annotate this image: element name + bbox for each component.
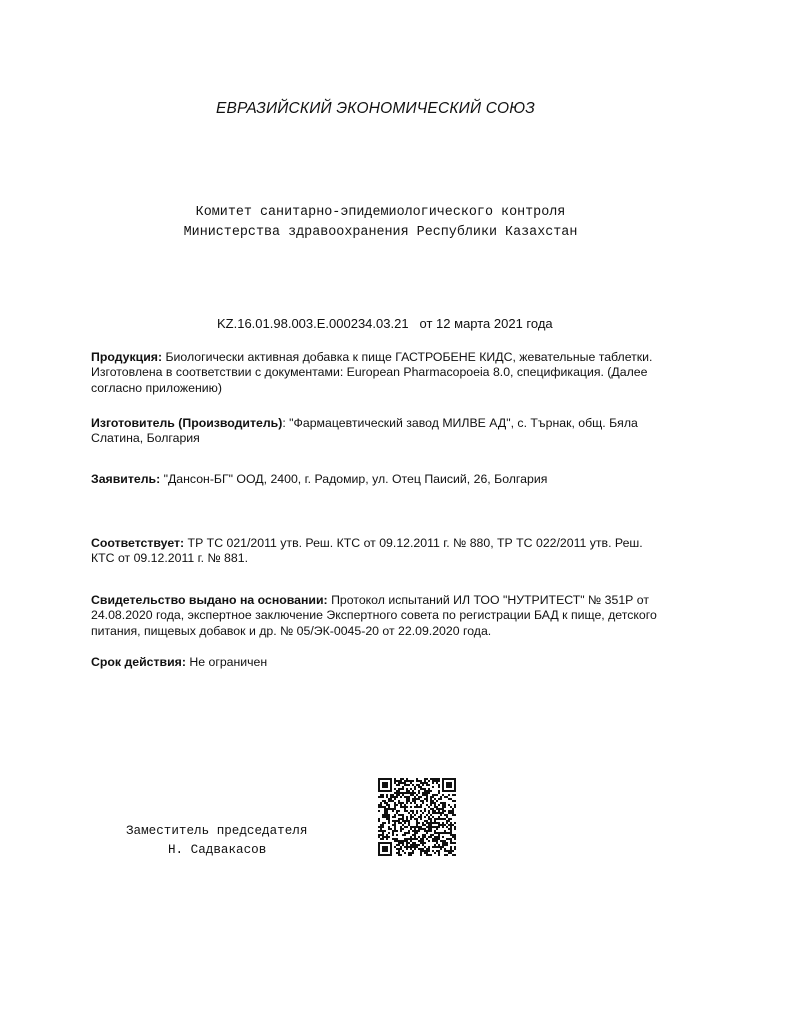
qr-code-icon xyxy=(378,778,456,856)
conforms-label: Соответствует: xyxy=(91,536,185,550)
committee-line-1: Комитет санитарно-эпидемиологического контроля xyxy=(195,205,566,220)
manufacturer-text: : "Фармацевтический завод МИЛВЕ АД", с. Търнак, общ. Бяла Слатина, Болгария xyxy=(91,416,638,446)
applicant-label: Заявитель: xyxy=(91,472,161,486)
product-text: Биологически активная добавка к пище ГАСТРОБЕНЕ КИДС, жевательные таблетки. Изготовлена в соответствии с документами: European Pharmacopoeia 8.0, спецификация. (Далее согласно приложению) xyxy=(91,350,653,395)
union-title: ЕВРАЗИЙСКИЙ ЭКОНОМИЧЕСКИЙ СОЮЗ xyxy=(215,100,535,117)
validity-text: Не ограничен xyxy=(185,655,268,669)
certificate-number-line xyxy=(217,316,553,331)
applicant-section xyxy=(91,472,661,487)
signatory-title: Заместитель председателя xyxy=(126,824,308,838)
conforms-section xyxy=(91,536,661,567)
basis-section xyxy=(91,593,661,639)
signature-block xyxy=(126,822,307,860)
basis-text: Протокол испытаний ИЛ ТОО "НУТРИТЕСТ" № 351Р от 24.08.2020 года, экспертное заключение Экспертного совета по регистрации БАД к пище, детского питания, пищевых добавок и др. № 05/ЭК-0045-20 от 22.09.2020 года. xyxy=(91,593,657,638)
product-section xyxy=(91,350,661,396)
certificate-number: KZ.16.01.98.003.E.000234.03.21 xyxy=(217,316,409,331)
validity-section xyxy=(91,655,661,670)
committee-header xyxy=(0,203,791,243)
conforms-text: ТР ТС 021/2011 утв. Реш. КТС от 09.12.2011 г. № 880, ТР ТС 022/2011 утв. Реш. КТС от 09.12.2011 г. № 881. xyxy=(91,536,643,566)
certificate-date: от 12 марта 2021 года xyxy=(419,316,553,331)
committee-line-2: Министерства здравоохранения Республики Казахстан xyxy=(183,225,578,240)
product-label: Продукция: xyxy=(91,350,163,364)
manufacturer-section xyxy=(91,416,661,447)
basis-label: Свидетельство выдано на основании: xyxy=(91,593,328,607)
signatory-name: Н. Садвакасов xyxy=(168,843,267,857)
manufacturer-label: Изготовитель (Производитель) xyxy=(91,416,283,430)
validity-label: Срок действия: xyxy=(91,655,186,669)
applicant-text: "Дансон-БГ" ООД, 2400, г. Радомир, ул. Отец Паисий, 26, Болгария xyxy=(160,472,548,486)
